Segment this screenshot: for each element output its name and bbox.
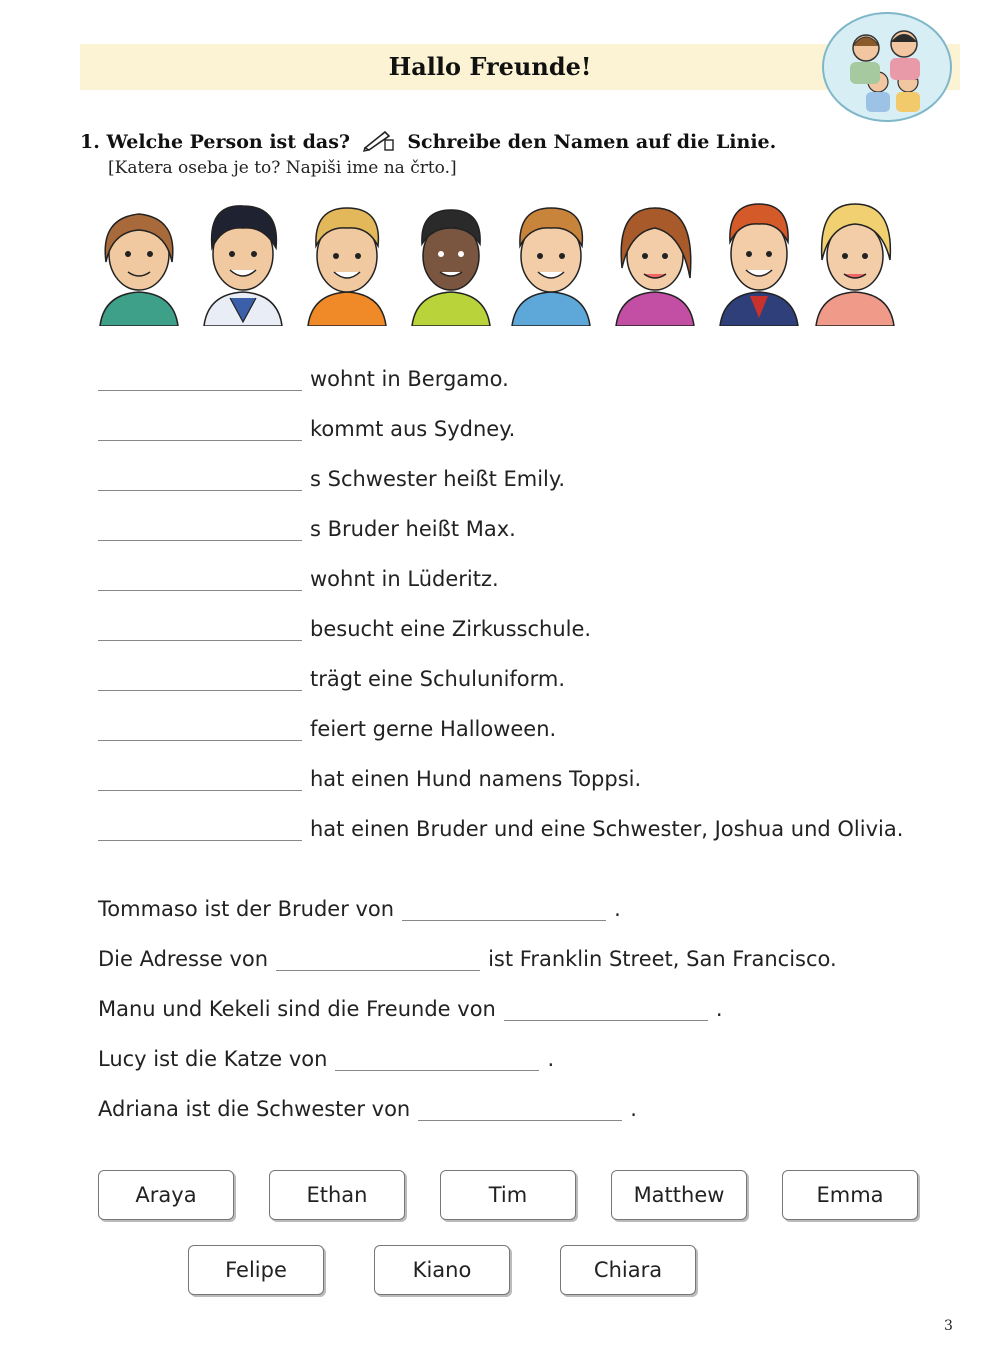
answer-line[interactable] (335, 1042, 539, 1071)
statement-end: . (547, 1047, 555, 1071)
face-6-illustration (612, 198, 698, 326)
face-2-illustration (200, 198, 286, 326)
sentence-text: s Bruder heißt Max. (310, 517, 516, 541)
answer-line[interactable] (98, 712, 302, 741)
answer-line[interactable] (98, 362, 302, 391)
face-8-illustration (812, 198, 898, 326)
write-pencil-icon (361, 128, 397, 152)
answer-line[interactable] (98, 412, 302, 441)
statement-row (98, 1092, 637, 1132)
answer-line[interactable] (98, 562, 302, 591)
sentence-row (98, 762, 641, 802)
face-7-illustration (716, 198, 802, 326)
sentence-text: trägt eine Schuluniform. (310, 667, 566, 691)
sentence-row (98, 712, 556, 752)
page-number: 3 (944, 1318, 953, 1334)
name-box-chiara[interactable]: Chiara (560, 1245, 696, 1295)
answer-line[interactable] (98, 462, 302, 491)
sentence-row (98, 612, 591, 652)
sentence-text: s Schwester heißt Emily. (310, 467, 566, 491)
name-box-felipe[interactable]: Felipe (188, 1245, 324, 1295)
answer-line[interactable] (98, 612, 302, 641)
answer-line[interactable] (402, 892, 606, 921)
family-illustration-icon (820, 10, 954, 124)
face-3-illustration (304, 198, 390, 326)
answer-line[interactable] (98, 812, 302, 841)
name-box-tim[interactable]: Tim (440, 1170, 576, 1220)
face-4-illustration (408, 198, 494, 326)
statement-text: Lucy ist die Katze von (98, 1047, 328, 1071)
sentence-row (98, 462, 565, 502)
page-title: Hallo Freunde! (388, 52, 592, 81)
task-heading (80, 128, 776, 153)
answer-line[interactable] (98, 762, 302, 791)
statement-text: Tommaso ist der Bruder von (98, 897, 395, 921)
task-question: Welche Person ist das? (106, 131, 351, 153)
sentence-text: hat einen Bruder und eine Schwester, Joshua und Olivia. (310, 817, 904, 841)
statement-row (98, 1042, 554, 1082)
statement-text: Die Adresse von (98, 947, 269, 971)
task-instruction: Schreibe den Namen auf die Linie. (407, 131, 777, 153)
statement-end: . (715, 997, 723, 1021)
statement-text: Manu und Kekeli sind die Freunde von (98, 997, 496, 1021)
sentence-text: feiert gerne Halloween. (310, 717, 557, 741)
answer-line[interactable] (276, 942, 480, 971)
statement-end: ist Franklin Street, San Francisco. (488, 947, 837, 971)
task-translation: [Katera oseba je to? Napiši ime na črto.] (108, 158, 457, 178)
sentence-row (98, 662, 565, 702)
sentence-text: wohnt in Lüderitz. (310, 567, 499, 591)
statement-row (98, 942, 837, 982)
statement-text: Adriana ist die Schwester von (98, 1097, 411, 1121)
name-box-ethan[interactable]: Ethan (269, 1170, 405, 1220)
answer-line[interactable] (98, 662, 302, 691)
face-5-illustration (508, 198, 594, 326)
name-box-kiano[interactable]: Kiano (374, 1245, 510, 1295)
sentence-text: hat einen Hund namens Toppsi. (310, 767, 642, 791)
faces-row (96, 198, 896, 328)
statement-end: . (630, 1097, 637, 1121)
answer-line[interactable] (504, 992, 708, 1021)
sentence-row (98, 562, 499, 602)
name-box-matthew[interactable]: Matthew (611, 1170, 747, 1220)
statement-end: . (614, 897, 621, 921)
statement-row (98, 992, 723, 1032)
statement-row (98, 892, 621, 932)
sentence-row (98, 412, 515, 452)
sentence-row (98, 362, 509, 402)
sentence-row (98, 512, 516, 552)
answer-line[interactable] (418, 1092, 622, 1121)
face-1-illustration (96, 198, 182, 326)
name-box-emma[interactable]: Emma (782, 1170, 918, 1220)
sentence-text: kommt aus Sydney. (310, 417, 516, 441)
sentence-text: wohnt in Bergamo. (310, 367, 509, 391)
name-box-araya[interactable]: Araya (98, 1170, 234, 1220)
answer-line[interactable] (98, 512, 302, 541)
sentence-text: besucht eine Zirkusschule. (310, 617, 592, 641)
task-number: 1. (80, 131, 100, 153)
sentence-row (98, 812, 903, 852)
